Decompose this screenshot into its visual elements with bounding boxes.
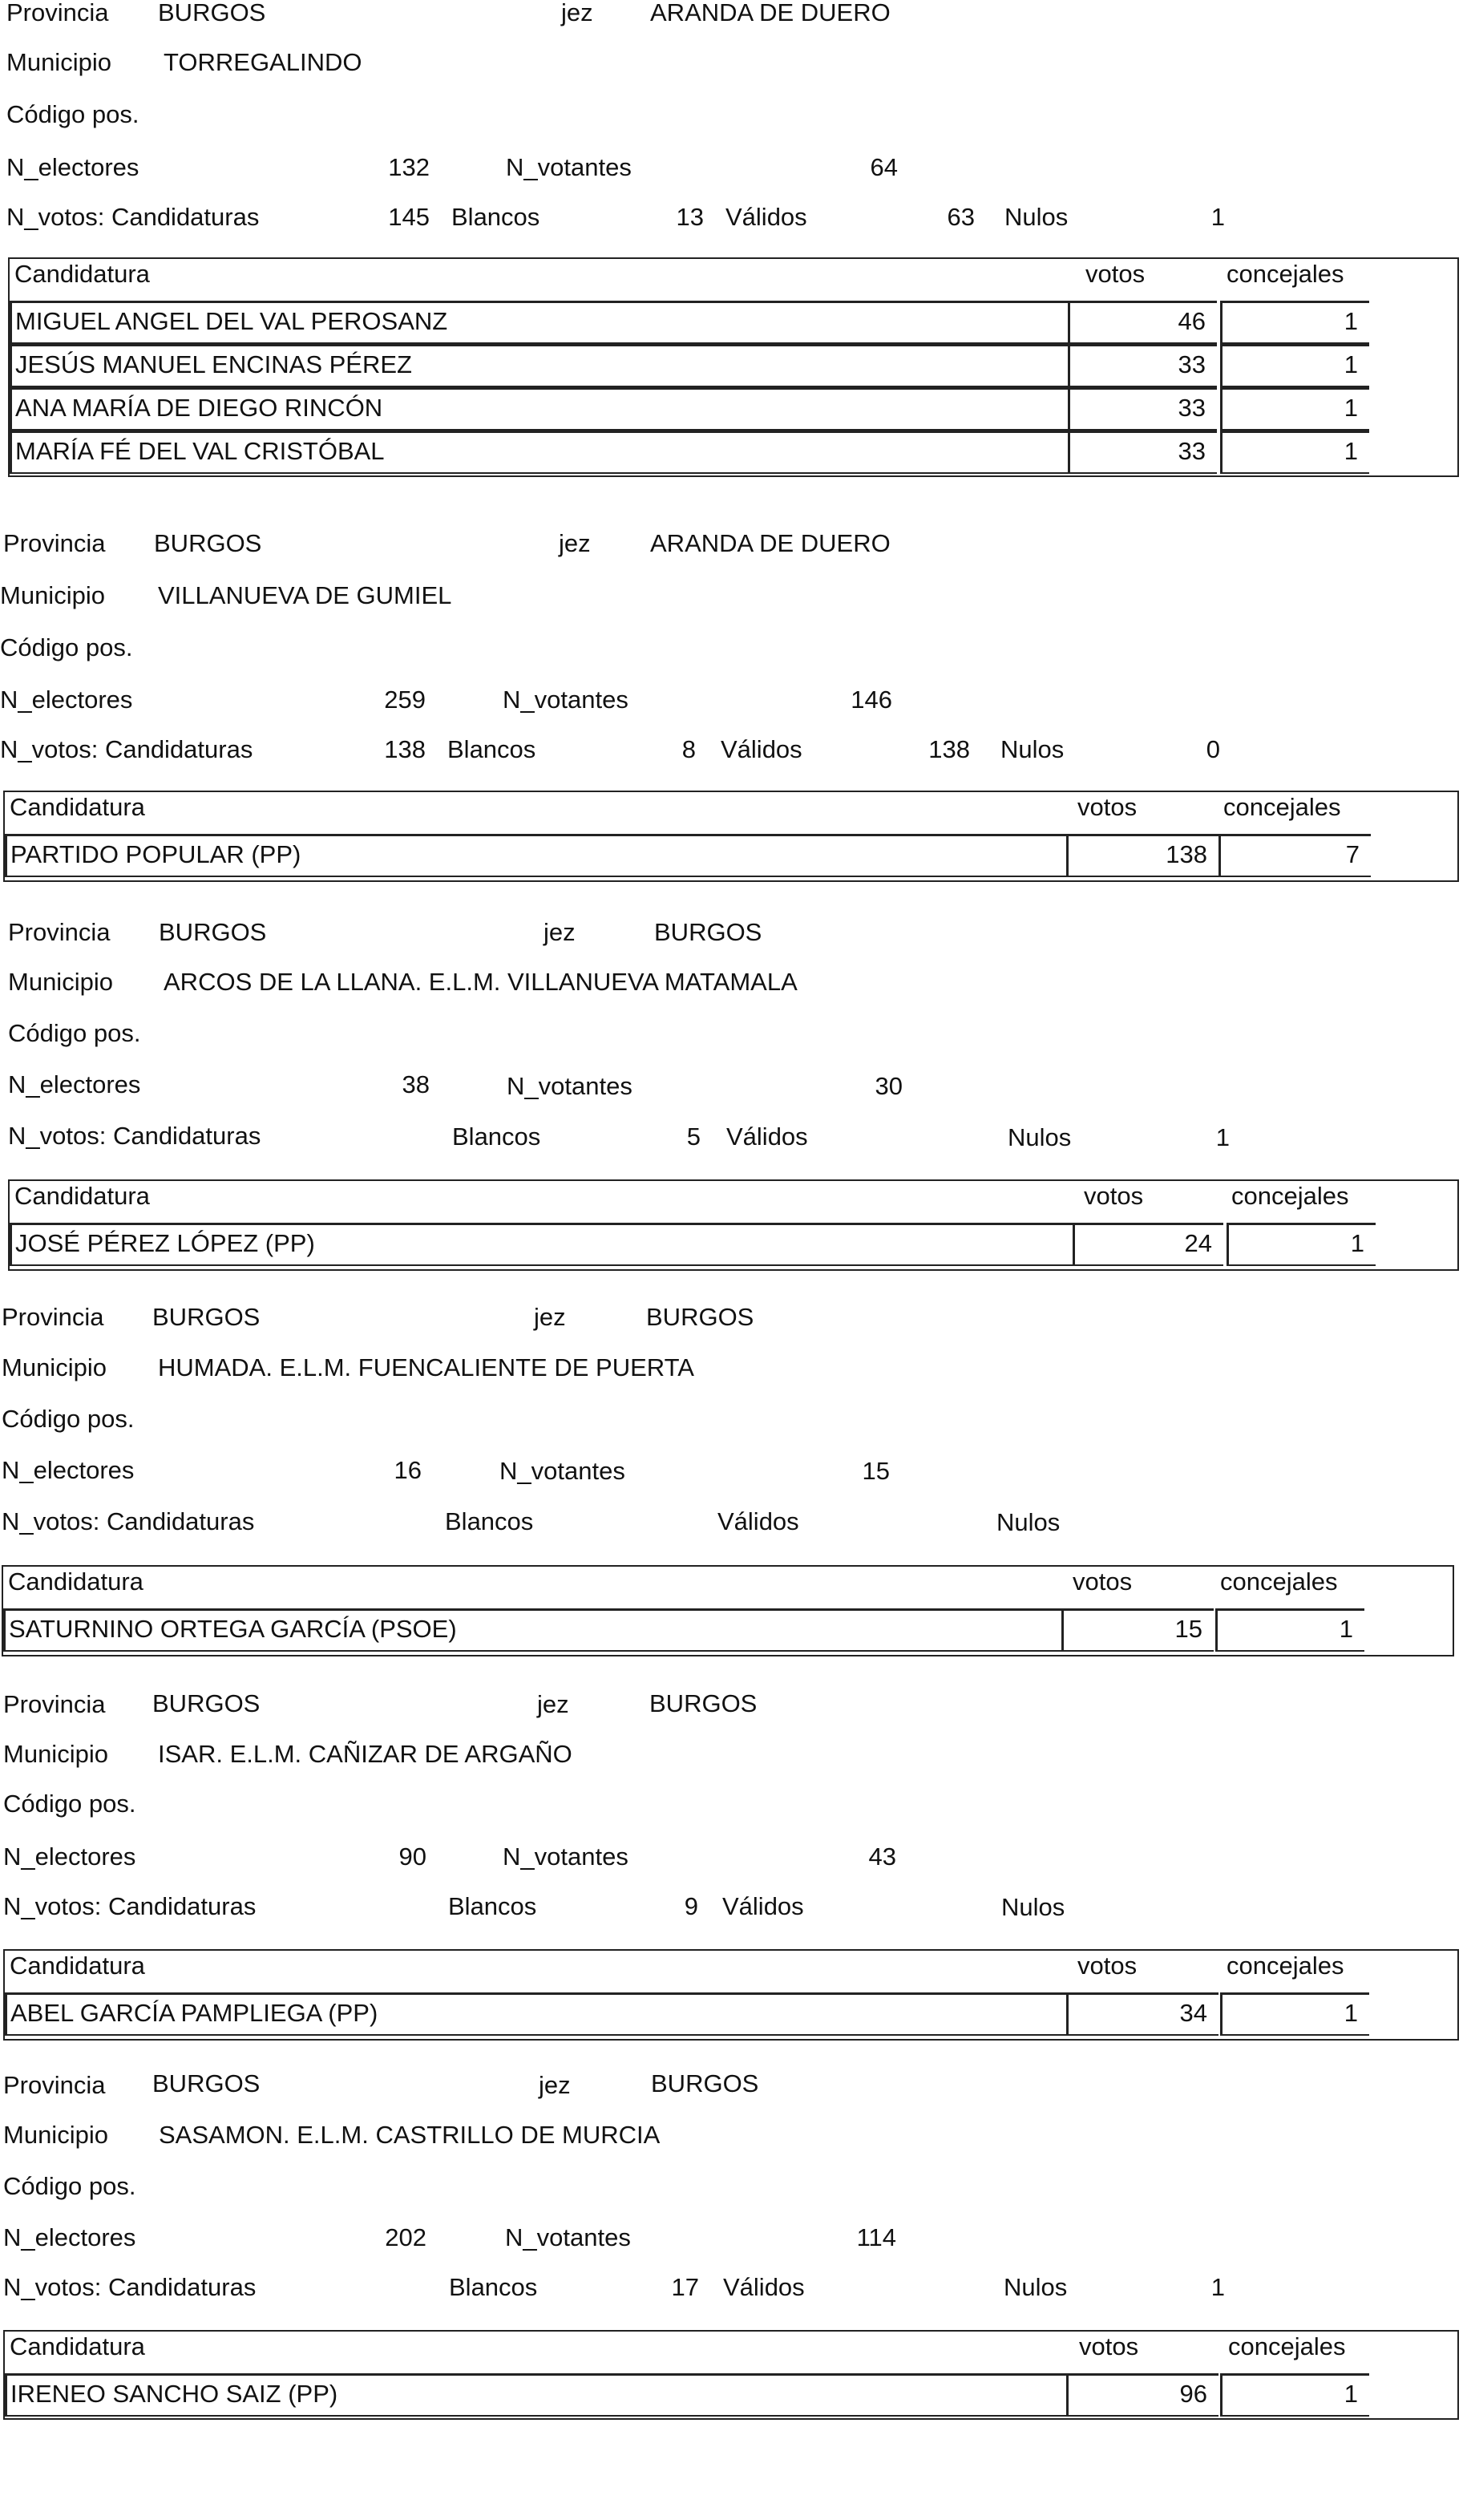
provincia-label: Provincia (2, 1303, 104, 1331)
table-row: JESÚS MANUEL ENCINAS PÉREZ (10, 344, 1069, 387)
validos-label: Válidos (725, 203, 807, 231)
record-torregalindo (0, 0, 1467, 465)
n-votantes-value: 15 (862, 1457, 890, 1485)
n-votos-label: N_votos: Candidaturas (6, 203, 260, 231)
jez-label: jez (559, 529, 591, 557)
validos-label: Válidos (726, 1122, 808, 1151)
blancos-label: Blancos (448, 1892, 537, 1920)
table-row: MARÍA FÉ DEL VAL CRISTÓBAL (10, 431, 1069, 474)
nulos-label: Nulos (1008, 1123, 1072, 1151)
blancos-label: Blancos (452, 1122, 541, 1151)
col-concejales: concejales (1220, 1567, 1338, 1596)
n-electores-label: N_electores (3, 1842, 136, 1871)
col-concejales: concejales (1227, 260, 1344, 288)
col-votos: votos (1079, 2332, 1139, 2360)
n-votantes-value: 64 (870, 153, 898, 181)
results-table (3, 2330, 1459, 2420)
n-votantes-value: 30 (875, 1072, 903, 1100)
blancos-label: Blancos (451, 203, 540, 231)
table-row: ABEL GARCÍA PAMPLIEGA (PP) (5, 1992, 1068, 2036)
jez-label: jez (561, 0, 593, 26)
table-row: ANA MARÍA DE DIEGO RINCÓN (10, 387, 1069, 431)
validos-label: Válidos (721, 735, 802, 763)
codigo-pos-label: Código pos. (2, 1405, 135, 1433)
provincia-value: BURGOS (152, 1689, 261, 1717)
votos-cell: 33 (1068, 431, 1217, 474)
record-arcos-de-la-llana (0, 918, 1467, 1367)
n-votantes-label: N_votantes (499, 1457, 625, 1485)
jez-value: ARANDA DE DUERO (650, 0, 891, 26)
n-electores-label: N_electores (2, 1456, 135, 1484)
municipio-value: VILLANUEVA DE GUMIEL (158, 581, 452, 609)
provincia-label: Provincia (8, 918, 111, 946)
codigo-pos-label: Código pos. (8, 1019, 141, 1047)
municipio-value: SASAMON. E.L.M. CASTRILLO DE MURCIA (159, 2121, 661, 2149)
validos-label: Válidos (722, 1892, 804, 1920)
col-votos: votos (1085, 260, 1146, 288)
blancos-value: 8 (681, 735, 696, 763)
municipio-label: Municipio (3, 2121, 108, 2149)
n-votantes-label: N_votantes (507, 1072, 632, 1100)
votos-cell: 96 (1066, 2373, 1218, 2417)
table-row: PARTIDO POPULAR (PP) (5, 834, 1068, 877)
municipio-label: Municipio (8, 968, 113, 996)
nulos-value: 1 (1210, 2273, 1225, 2301)
jez-value: BURGOS (646, 1303, 754, 1331)
n-votos-label: N_votos: Candidaturas (0, 735, 253, 763)
codigo-pos-label: Código pos. (3, 2172, 136, 2200)
provincia-value: BURGOS (152, 1303, 261, 1331)
codigo-pos-label: Código pos. (6, 100, 139, 128)
concejales-cell: 1 (1220, 1992, 1369, 2036)
results-table (2, 1565, 1454, 1656)
col-votos: votos (1077, 1952, 1138, 1980)
provincia-label: Provincia (6, 0, 109, 26)
jez-label: jez (539, 2071, 571, 2099)
record-humada (0, 1303, 1467, 1752)
municipio-value: HUMADA. E.L.M. FUENCALIENTE DE PUERTA (158, 1353, 694, 1381)
col-votos: votos (1073, 1567, 1133, 1596)
votos-cell: 138 (1066, 834, 1218, 877)
codigo-pos-label: Código pos. (0, 633, 133, 661)
n-electores-label: N_electores (8, 1070, 141, 1098)
n-electores-value: 259 (384, 686, 426, 714)
nulos-label: Nulos (996, 1508, 1061, 1536)
jez-label: jez (534, 1303, 566, 1331)
validos-value: 138 (928, 735, 970, 763)
nulos-value: 1 (1215, 1123, 1230, 1151)
col-candidatura: Candidatura (14, 260, 150, 288)
provincia-value: BURGOS (158, 0, 266, 26)
col-candidatura: Candidatura (10, 1952, 145, 1980)
nulos-label: Nulos (1004, 2273, 1068, 2301)
nulos-value: 1 (1210, 203, 1225, 231)
n-votos-label: N_votos: Candidaturas (2, 1507, 255, 1535)
n-electores-value: 38 (402, 1070, 430, 1098)
blancos-label: Blancos (447, 735, 536, 763)
results-table (3, 1949, 1459, 2041)
concejales-cell: 7 (1218, 834, 1371, 877)
blancos-value: 17 (671, 2273, 699, 2301)
municipio-value: TORREGALINDO (164, 48, 362, 76)
n-votantes-label: N_votantes (503, 686, 628, 714)
col-concejales: concejales (1227, 1952, 1344, 1980)
col-concejales: concejales (1231, 1182, 1349, 1210)
n-electores-label: N_electores (3, 2223, 136, 2251)
concejales-cell: 1 (1220, 387, 1369, 431)
blancos-value: 9 (684, 1892, 698, 1920)
nulos-label: Nulos (1004, 203, 1069, 231)
n-votantes-value: 43 (868, 1842, 896, 1871)
col-candidatura: Candidatura (14, 1182, 150, 1210)
table-row: JOSÉ PÉREZ LÓPEZ (PP) (10, 1223, 1074, 1266)
table-row: IRENEO SANCHO SAIZ (PP) (5, 2373, 1068, 2417)
jez-value: BURGOS (649, 1689, 758, 1717)
municipio-value: ARCOS DE LA LLANA. E.L.M. VILLANUEVA MATAMALA (164, 968, 798, 996)
provincia-label: Provincia (3, 529, 106, 557)
blancos-label: Blancos (449, 2273, 538, 2301)
provincia-label: Provincia (3, 1690, 106, 1718)
validos-label: Válidos (723, 2273, 805, 2301)
codigo-pos-label: Código pos. (3, 1790, 136, 1818)
provincia-label: Provincia (3, 2071, 106, 2099)
municipio-label: Municipio (3, 1740, 108, 1768)
n-electores-label: N_electores (6, 153, 139, 181)
results-table (8, 1179, 1459, 1271)
votos-cell: 33 (1068, 344, 1217, 387)
col-concejales: concejales (1228, 2332, 1346, 2360)
concejales-cell: 1 (1220, 301, 1369, 344)
jez-value: ARANDA DE DUERO (650, 529, 891, 557)
col-concejales: concejales (1223, 793, 1341, 821)
n-votos-label: N_votos: Candidaturas (8, 1122, 261, 1150)
results-table (3, 791, 1459, 882)
record-villanueva-de-gumiel (0, 529, 1467, 978)
concejales-cell: 1 (1227, 1223, 1376, 1266)
jez-value: BURGOS (651, 2069, 759, 2097)
candidaturas-value: 138 (384, 735, 426, 763)
col-candidatura: Candidatura (8, 1567, 143, 1596)
municipio-label: Municipio (0, 581, 105, 609)
validos-label: Válidos (717, 1507, 799, 1535)
votos-cell: 46 (1068, 301, 1217, 344)
n-votantes-label: N_votantes (506, 153, 632, 181)
n-electores-value: 202 (385, 2223, 426, 2251)
n-votantes-value: 146 (851, 686, 892, 714)
nulos-label: Nulos (1000, 735, 1065, 763)
validos-value: 63 (947, 203, 975, 231)
votos-cell: 33 (1068, 387, 1217, 431)
provincia-value: BURGOS (159, 918, 267, 946)
jez-value: BURGOS (654, 918, 762, 946)
provincia-value: BURGOS (152, 2069, 261, 2097)
concejales-cell: 1 (1220, 431, 1369, 474)
n-electores-label: N_electores (0, 686, 133, 714)
n-electores-value: 90 (398, 1842, 426, 1871)
blancos-label: Blancos (445, 1507, 534, 1535)
nulos-label: Nulos (1001, 1893, 1065, 1921)
n-votantes-value: 114 (856, 2223, 896, 2251)
n-votos-label: N_votos: Candidaturas (3, 2273, 257, 2301)
concejales-cell: 1 (1215, 1608, 1364, 1652)
results-table (8, 257, 1459, 477)
municipio-value: ISAR. E.L.M. CAÑIZAR DE ARGAÑO (158, 1740, 572, 1768)
municipio-label: Municipio (6, 48, 111, 76)
col-votos: votos (1077, 793, 1138, 821)
n-votos-label: N_votos: Candidaturas (3, 1892, 257, 1920)
table-row: SATURNINO ORTEGA GARCÍA (PSOE) (3, 1608, 1065, 1652)
concejales-cell: 1 (1220, 344, 1369, 387)
col-candidatura: Candidatura (10, 793, 145, 821)
blancos-value: 13 (676, 203, 704, 231)
n-votantes-label: N_votantes (503, 1842, 628, 1871)
n-votantes-label: N_votantes (505, 2223, 631, 2251)
col-votos: votos (1084, 1182, 1144, 1210)
blancos-value: 5 (686, 1122, 701, 1151)
votos-cell: 34 (1066, 1992, 1218, 2036)
municipio-label: Municipio (2, 1353, 107, 1381)
col-candidatura: Candidatura (10, 2332, 145, 2360)
n-electores-value: 16 (394, 1456, 422, 1484)
nulos-value: 0 (1206, 735, 1220, 763)
votos-cell: 15 (1061, 1608, 1214, 1652)
table-row: MIGUEL ANGEL DEL VAL PEROSANZ (10, 301, 1069, 344)
votos-cell: 24 (1073, 1223, 1223, 1266)
record-sasamon (0, 2071, 1467, 2520)
n-electores-value: 132 (388, 153, 430, 181)
jez-label: jez (537, 1690, 569, 1718)
jez-label: jez (544, 918, 576, 946)
concejales-cell: 1 (1220, 2373, 1369, 2417)
candidaturas-value: 145 (388, 203, 430, 231)
provincia-value: BURGOS (154, 529, 262, 557)
